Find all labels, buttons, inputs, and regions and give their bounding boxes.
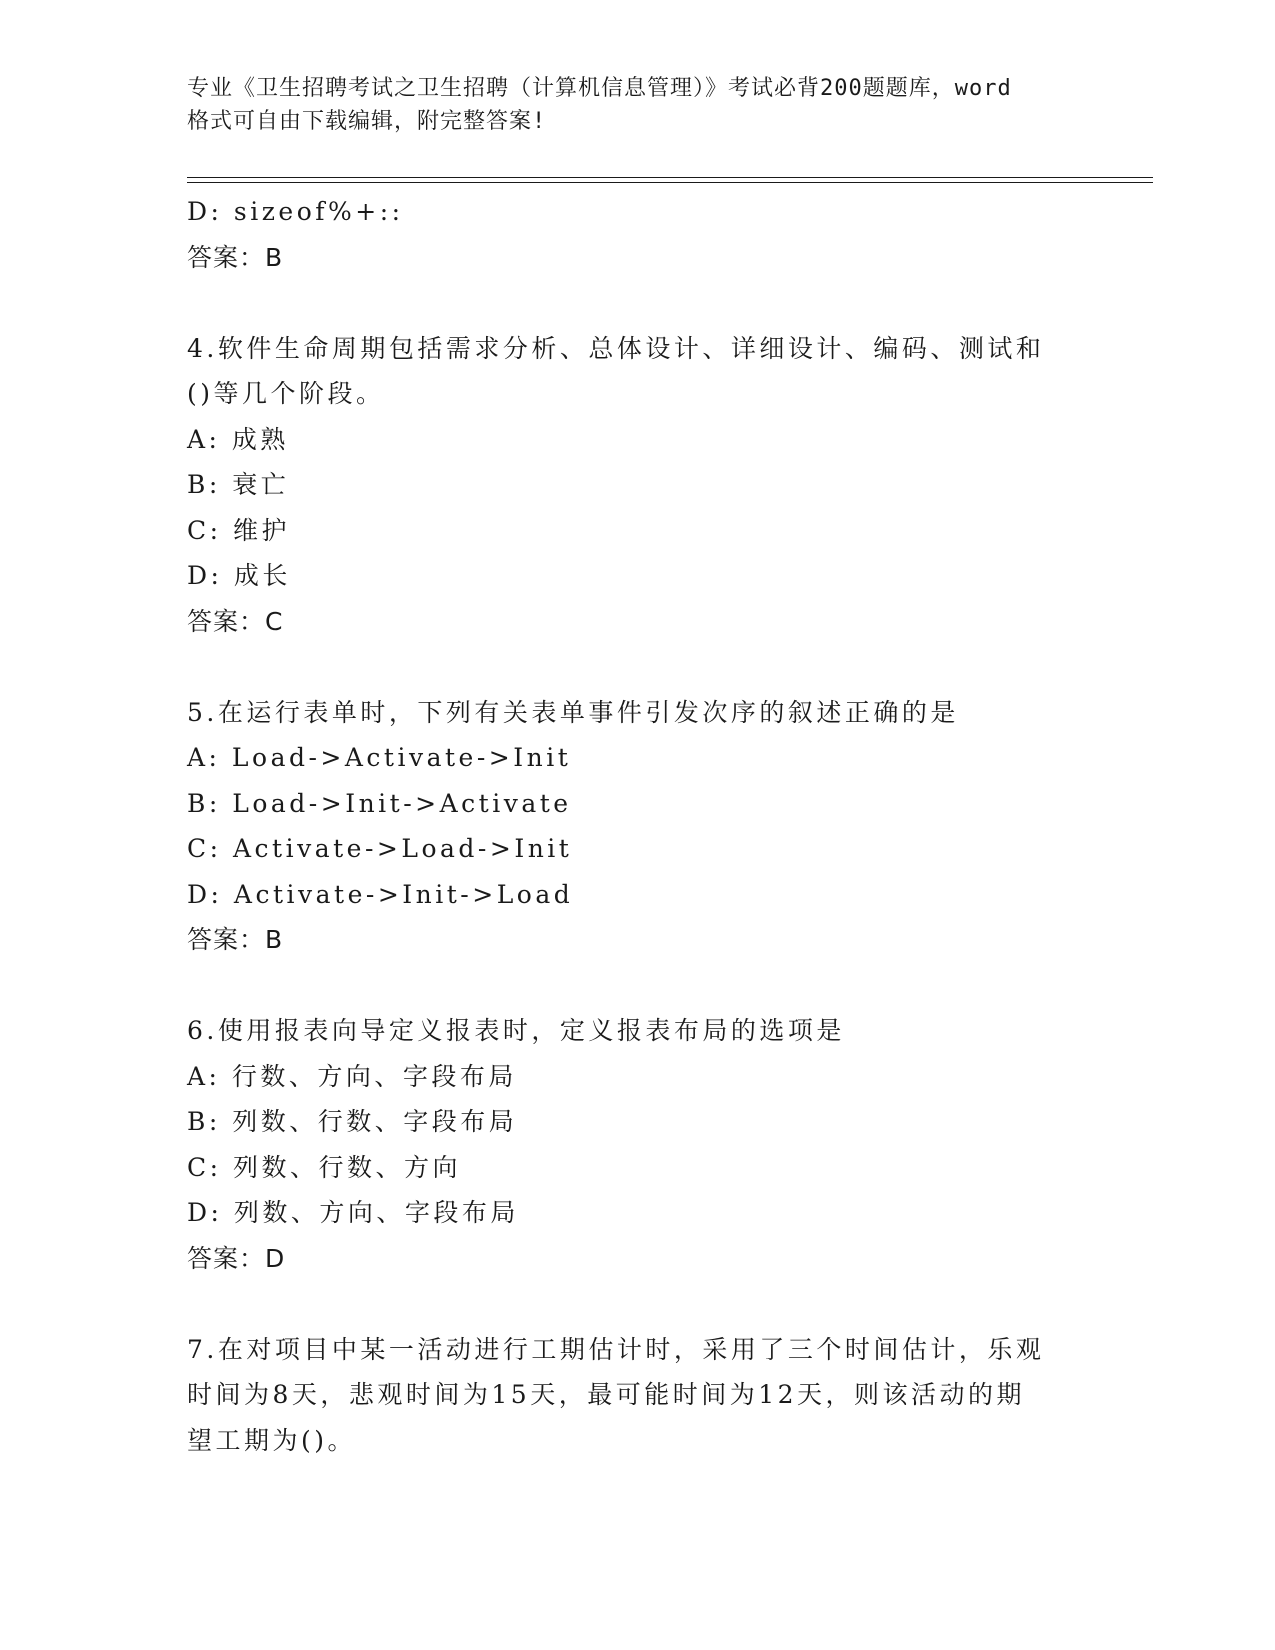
option-a: A: 成熟 [187, 424, 289, 454]
spacer [187, 644, 1087, 690]
question-content [187, 189, 1087, 1463]
answer: 答案：C [187, 606, 284, 636]
option-b: B: 衰亡 [187, 470, 290, 499]
option-a: A: Load->Activate->Init [187, 743, 572, 772]
option-c: C: 维护 [187, 515, 290, 545]
question-stem: 6.使用报表向导定义报表时，定义报表布局的选项是 [187, 1016, 845, 1045]
option-b: B: 列数、行数、字段布局 [187, 1107, 518, 1136]
option-c: C: 列数、行数、方向 [187, 1152, 461, 1182]
header-line-2: 格式可自由下载编辑，附完整答案! [187, 109, 547, 134]
spacer [187, 963, 1087, 1009]
option-d: D: 列数、方向、字段布局 [187, 1198, 519, 1227]
question-stem: 望工期为()。 [187, 1425, 357, 1455]
answer: 答案：B [187, 925, 284, 954]
option-d: D: 成长 [187, 561, 291, 590]
spacer [187, 280, 1087, 326]
header-divider-bottom [187, 182, 1153, 183]
option-d: D: Activate->Init->Load [187, 879, 574, 909]
option-d: D: sizeof%+:: [187, 197, 404, 226]
question-5 [187, 690, 1087, 963]
question-7 [187, 1327, 1087, 1464]
question-stem: 5.在运行表单时，下列有关表单事件引发次序的叙述正确的是 [187, 697, 959, 727]
question-4 [187, 326, 1087, 645]
header-divider-top [187, 177, 1153, 178]
question-stem: ()等几个阶段。 [187, 379, 385, 408]
spacer [187, 1281, 1087, 1327]
question-stem: 时间为8天，悲观时间为15天，最可能时间为12天，则该活动的期 [187, 1380, 1026, 1409]
option-c: C: Activate->Load->Init [187, 834, 573, 863]
answer: 答案：D [187, 1243, 286, 1273]
answer: 答案：B [187, 242, 284, 272]
question-stem: 4.软件生命周期包括需求分析、总体设计、详细设计、编码、测试和 [187, 333, 1045, 363]
question-stem: 7.在对项目中某一活动进行工期估计时，采用了三个时间估计，乐观 [187, 1334, 1045, 1364]
question-3-tail [187, 189, 1087, 280]
document-header [187, 72, 1087, 138]
question-6 [187, 1008, 1087, 1281]
option-a: A: 行数、方向、字段布局 [187, 1061, 517, 1091]
option-b: B: Load->Init->Activate [187, 788, 572, 818]
header-line-1: 专业《卫生招聘考试之卫生招聘（计算机信息管理）》考试必背200题题库，word [187, 76, 1012, 101]
